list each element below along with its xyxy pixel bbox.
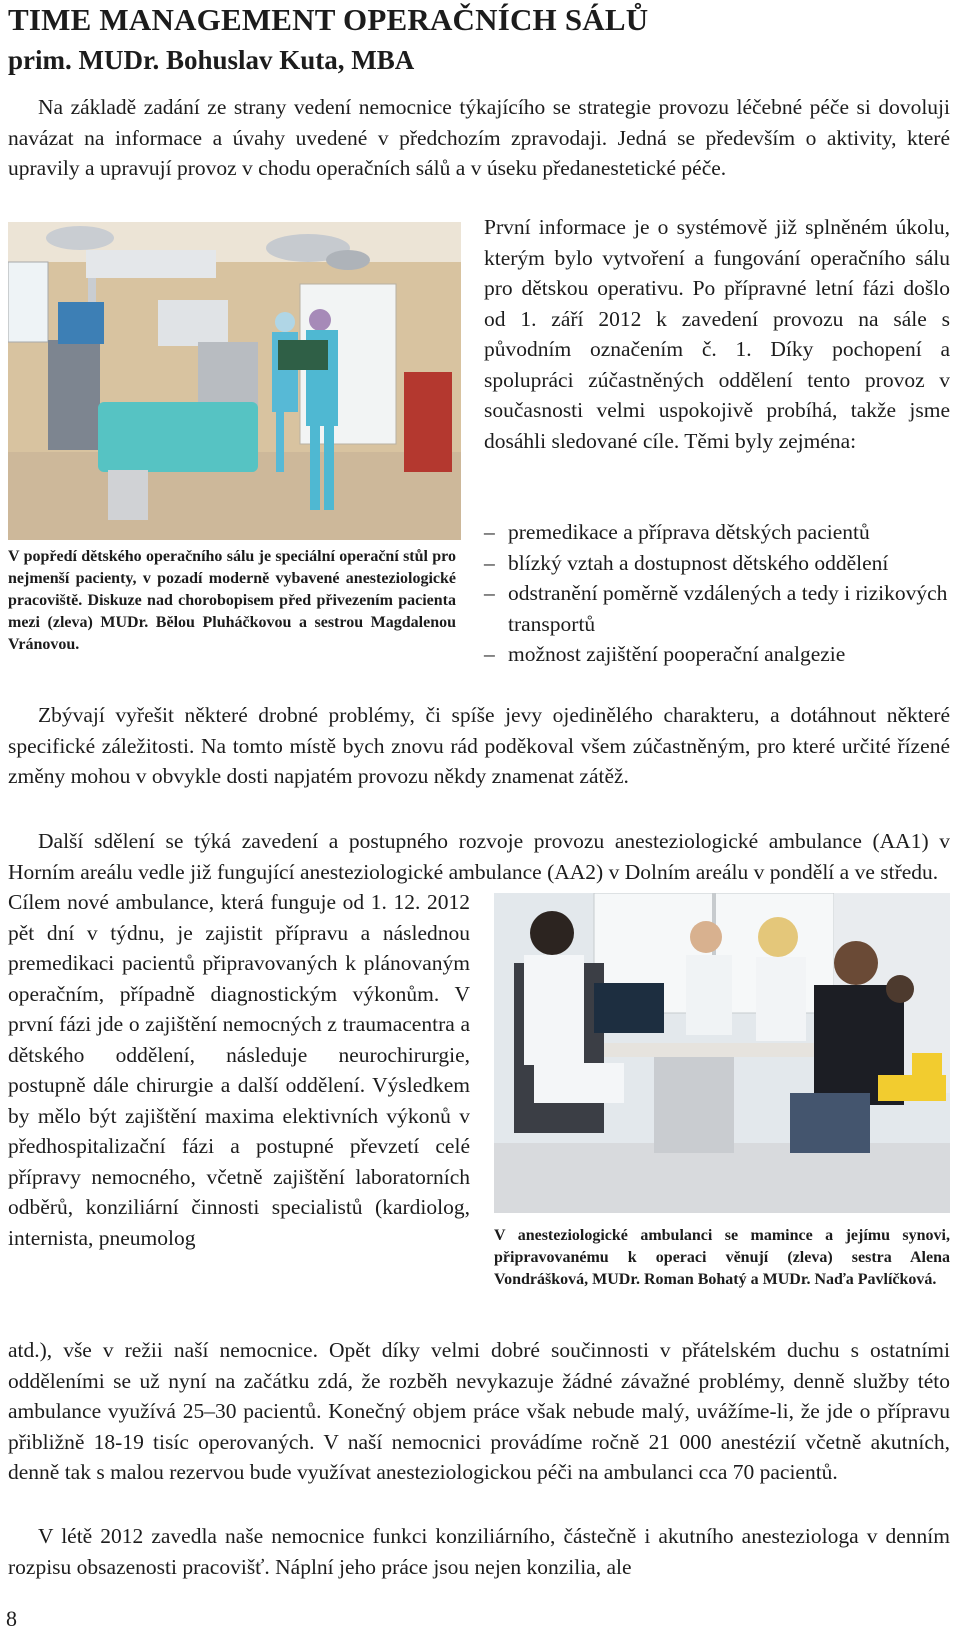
ambulance-results-paragraph: atd.), vše v režii naší nemocnice. Opět díky velmi dobré součinnosti v přátelském duchu s ostatními odděleními se už nyní na začátku zdá, že rozběh nevykazuje žádné závažné problémy, denně služby této ambulance využívá 25–30 pacientů. Konečný objem práce však nebude malý, uvážíme-li, že jde o přípravu přibližně 18-19 tisíc operovaných. V naší nemocnici provádíme ročně 21 000 anestézií včetně akutních, denně tak s malou rezervou bude využívat anesteziologickou péči na ambulanci cca 70 pacientů. <box>8 1338 950 1484</box>
goals-list <box>484 517 950 670</box>
page-number: 8 <box>6 1606 17 1631</box>
photo-caption-clinic: V anesteziologické ambulanci se mamince a jejímu synovi, připravovanému k operaci věnují (zleva) sestra Alena Vondrášková, MUDr. Roman Bohatý a MUDr. Naďa Pavlíčková. <box>494 1227 950 1288</box>
intro-paragraph: Na základě zadání ze strany vedení nemocnice týkajícího se strategie provozu léčebné péče si dovoluji navázat na informace a úvahy uvedené v předchozím zpravodaji. Jedná se především o aktivity, které upravily a upravují provoz v chodu operačních sálů a v úseku předanestetické péče. <box>8 95 950 180</box>
operating-room-photo <box>8 222 461 540</box>
operating-room-illustration <box>8 222 461 540</box>
anesthesiology-clinic-photo <box>494 893 950 1213</box>
consultant-anesthesiologist-paragraph: V létě 2012 zavedla naše nemocnice funkci konziliárního, částečně i akutního anesteziologa v denním rozpisu obsazenosti pracovišť. Náplní jeho práce jsou nejen konzilia, ale <box>8 1524 950 1579</box>
ambulance-goal-paragraph: Cílem nové ambulance, která funguje od 1. 12. 2012 pět dní v týdnu, je zajistit přípravu a následnou premedikaci pacientů připravovaných k plánovaným operačním, případně diagnostickým výkonům. V první fázi jde o zajištění nemocných z traumacentra a dětského oddělení, následuje neurochirurgie, postupně dále chirurgie a další oddělení. Výsledkem by mělo být zajištění maxima elektivních výkonů v předhospitalizační fázi a postupné převzetí celé přípravy nemocného, včetně zajištění laboratorních odběrů, konziliární činnosti specialistů (kardiolog, internista, pneumolog <box>8 890 470 1250</box>
photo-caption-operating-room: V popředí dětského operačního sálu je speciální operační stůl pro nejmenší pacienty, v pozadí moderně vybavené anesteziologické pracoviště. Diskuze nad chorobopisem před přivezením pacienta mezi (zleva) MUDr. Bělou Pluháčkovou a sestrou Magdalenou Vránovou. <box>8 548 456 653</box>
children-or-paragraph: První informace je o systémově již splněném úkolu, kterým bylo vytvoření a fungování operačního sálu pro dětskou operativu. Po přípravné letní fázi došlo od 1. září 2012 k zavedení provozu na sále s původním označením č. 1. Díky pochopení a spolupráci zúčastněných oddělení tento provoz v současnosti velmi uspokojivě probíhá, takže jsme dosáhli sledované cíle. Těmi byly zejména: <box>484 215 950 453</box>
article-title: TIME MANAGEMENT OPERAČNÍCH SÁLŮ <box>8 2 649 37</box>
ambulance-intro-paragraph: Další sdělení se týká zavedení a postupného rozvoje provozu anesteziologické ambulance (AA1) v Horním areálu vedle již fungující anesteziologické ambulance (AA2) v Dolním areálu v pondělí a ve středu. <box>8 829 950 884</box>
article-author: prim. MUDr. Bohuslav Kuta, MBA <box>8 45 415 75</box>
remaining-issues-paragraph: Zbývají vyřešit některé drobné problémy, či spíše jevy ojedinělého charakteru, a dotáhnout některé specifické záležitosti. Na tomto místě bych znovu rád poděkoval všem zúčastněným, pro které určité řízené změny mohou v obvykle dosti napjatém provozu někdy znamenat zátěž. <box>8 703 950 788</box>
list-item: – možnost zajištění pooperační analgezie <box>484 639 950 670</box>
list-item: – odstranění poměrně vzdálených a tedy i rizikových transportů <box>484 578 950 639</box>
list-item: – blízký vztah a dostupnost dětského oddělení <box>484 548 950 579</box>
clinic-illustration <box>494 893 950 1213</box>
list-item: – premedikace a příprava dětských pacientů <box>484 517 950 548</box>
